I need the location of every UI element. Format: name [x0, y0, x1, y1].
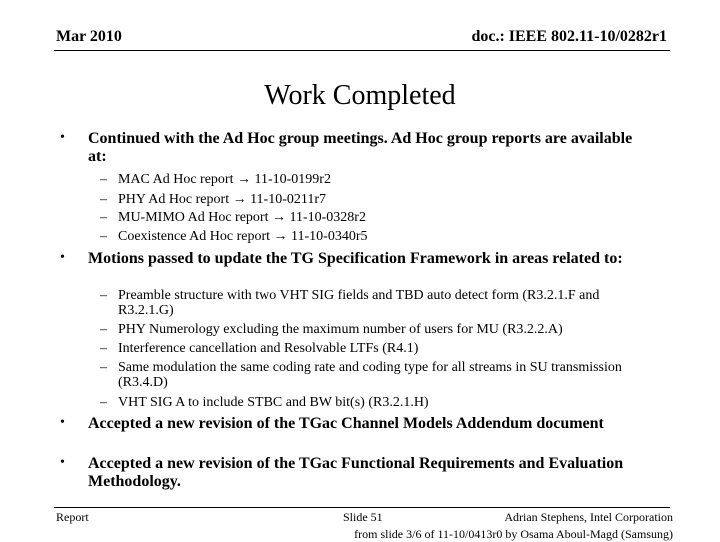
sub-bullet-text: PHY Numerology excluding the maximum number of users for MU (R3.2.2.A) — [118, 322, 563, 337]
sub-bullet-text: Same modulation the same coding rate and coding type for all streams in SU transmission (R3.4.D) — [118, 360, 622, 390]
footer-source: from slide 3/6 of 11-10/0413r0 by Osama Aboul-Magd (Samsung) — [354, 527, 673, 541]
sub-bullet-text: Interference cancellation and Resolvable LTFs (R4.1) — [118, 341, 419, 356]
sub-bullet-text: PHY Ad Hoc report → 11-10-0211r7 — [118, 192, 327, 207]
footer-author: Adrian Stephens, Intel Corporation — [504, 510, 673, 524]
bullet-text: Accepted a new revision of the TGac Channel Models Addendum document — [88, 415, 604, 432]
header-rule — [54, 50, 670, 51]
header-date: Mar 2010 — [56, 28, 122, 45]
slide-number: Slide 51 — [343, 510, 383, 524]
bullet-text: Continued with the Ad Hoc group meetings. Ad Hoc group reports are available at: — [88, 130, 633, 165]
bullet-marker: • — [60, 455, 65, 470]
slide-title: Work Completed — [264, 80, 456, 111]
sub-bullet-marker: – — [100, 192, 107, 207]
sub-bullet-text: Coexistence Ad Hoc report → 11-10-0340r5 — [118, 229, 368, 244]
bullet-text: Motions passed to update the TG Specification Framework in areas related to: — [88, 250, 623, 267]
sub-bullet-marker: – — [100, 210, 107, 225]
sub-bullet-text: MAC Ad Hoc report → 11-10-0199r2 — [118, 172, 331, 187]
bullet-marker: • — [60, 130, 65, 145]
footer-label: Report — [56, 510, 89, 524]
sub-bullet-marker: – — [100, 395, 107, 410]
bullet-marker: • — [60, 415, 65, 430]
footer-rule — [54, 507, 670, 508]
sub-bullet-marker: – — [100, 341, 107, 356]
sub-bullet-text: MU-MIMO Ad Hoc report → 11-10-0328r2 — [118, 210, 366, 225]
bullet-text: Accepted a new revision of the TGac Functional Requirements and Evaluation Methodology. — [88, 455, 624, 490]
sub-bullet-text: Preamble structure with two VHT SIG fields and TBD auto detect form (R3.2.1.F and R3.2.1.G) — [118, 288, 600, 318]
bullet-marker: • — [60, 250, 65, 265]
sub-bullet-marker: – — [100, 360, 107, 375]
sub-bullet-text: VHT SIG A to include STBC and BW bit(s) (R3.2.1.H) — [118, 395, 429, 410]
sub-bullet-marker: – — [100, 288, 107, 303]
sub-bullet-marker: – — [100, 229, 107, 244]
sub-bullet-marker: – — [100, 322, 107, 337]
header-doc-id: doc.: IEEE 802.11-10/0282r1 — [471, 28, 667, 45]
sub-bullet-marker: – — [100, 172, 107, 187]
